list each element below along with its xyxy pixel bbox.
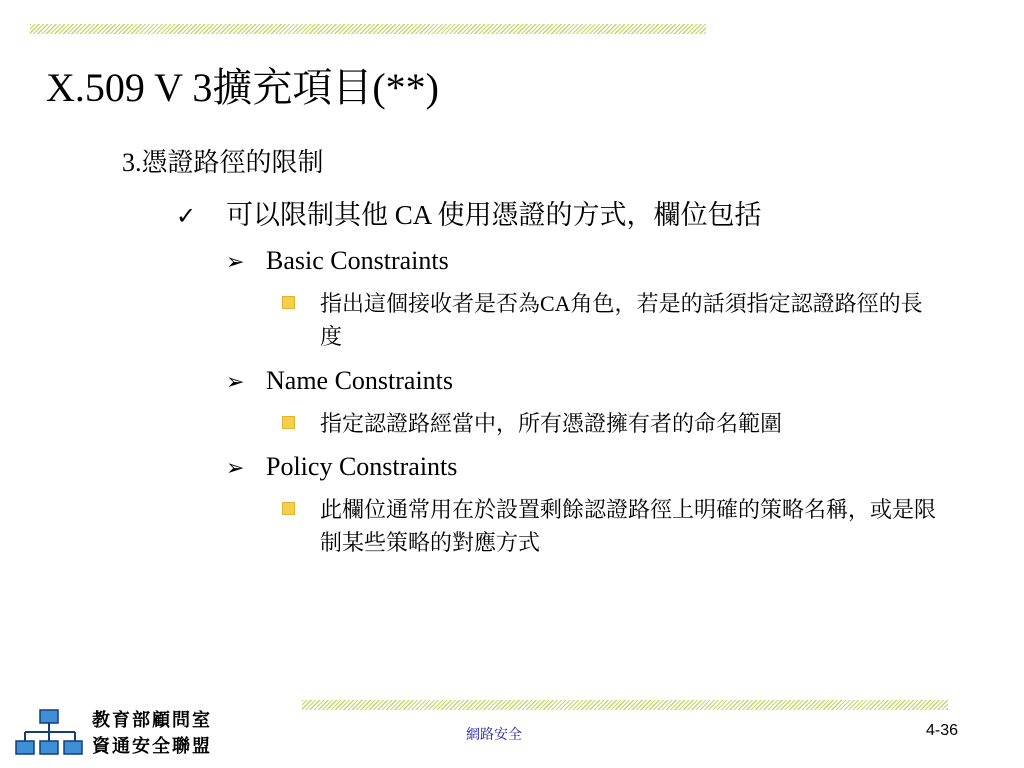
slide-title: X.509 V 3擴充項目(**) xyxy=(46,65,439,110)
footer-course-title: 網路安全 xyxy=(466,727,522,743)
constraint-item-policy xyxy=(226,450,457,486)
constraint-label: Name Constraints xyxy=(266,366,454,395)
top-decorative-bar xyxy=(30,24,706,34)
constraint-detail xyxy=(282,493,942,559)
footer-logo xyxy=(14,708,274,764)
constraint-detail-text: 此欄位通常用在於設置剩餘認證路徑上明確的策略名稱，或是限制某些策略的對應方式 xyxy=(320,497,937,555)
constraint-detail xyxy=(282,407,942,440)
constraint-detail-text: 指定認證路經當中，所有憑證擁有者的命名範圍 xyxy=(320,411,783,436)
arrow-bullet-icon: ➢ xyxy=(226,370,245,395)
network-tree-logo-icon xyxy=(14,708,86,760)
square-bullet-icon xyxy=(282,502,295,515)
check-item-text: 可以限制其他 CA 使用憑證的方式，欄位包括 xyxy=(226,200,762,230)
section-heading: 3.憑證路徑的限制 xyxy=(122,148,324,177)
arrow-bullet-icon: ➢ xyxy=(226,250,245,275)
logo-text-line2: 資通安全聯盟 xyxy=(92,736,212,757)
page-number: 4-36 xyxy=(926,722,959,739)
constraint-label: Basic Constraints xyxy=(266,246,449,275)
constraint-item-name xyxy=(226,364,453,400)
arrow-bullet-icon: ➢ xyxy=(226,456,245,481)
check-item xyxy=(176,198,762,233)
constraint-label: Policy Constraints xyxy=(266,452,458,481)
constraint-item-basic xyxy=(226,244,449,280)
constraint-detail-text: 指出這個接收者是否為CA角色，若是的話須指定認證路徑的長度 xyxy=(320,291,923,349)
logo-text-line1: 教育部顧問室 xyxy=(92,710,212,731)
square-bullet-icon xyxy=(282,416,295,429)
check-mark-icon: ✓ xyxy=(176,202,197,230)
square-bullet-icon xyxy=(282,296,295,309)
bottom-decorative-bar xyxy=(302,700,948,710)
constraint-detail xyxy=(282,287,942,353)
